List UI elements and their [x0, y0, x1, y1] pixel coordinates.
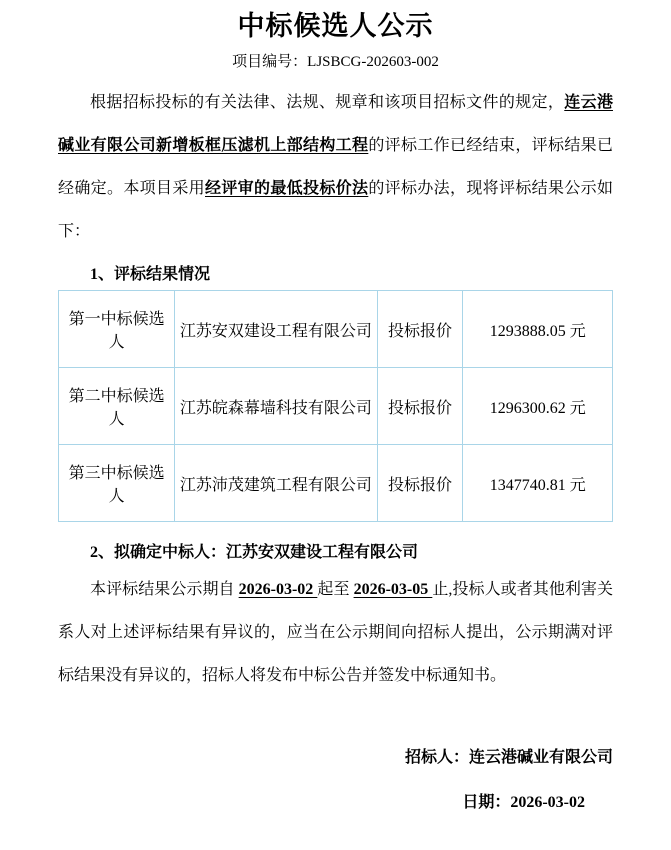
- rank-label-cell: 第三中标候选人: [59, 445, 175, 522]
- intro-text-1: 根据招标投标的有关法律、法规、规章和该项目招标文件的规定，: [90, 94, 565, 111]
- company-cell: 江苏沛茂建筑工程有限公司: [175, 445, 377, 522]
- publicity-start-date: 2026-03-02: [238, 581, 318, 598]
- rank-label-cell: 第一中标候选人: [59, 291, 175, 368]
- company-cell: 江苏安双建设工程有限公司: [175, 291, 377, 368]
- section-heading-results: 1、评标结果情况: [90, 266, 211, 283]
- evaluation-method-emphasis: 经评审的最低投标价法: [205, 180, 369, 197]
- price-label-cell: 投标报价: [377, 368, 463, 445]
- date-line: 日期：2026-03-02: [462, 794, 585, 811]
- intro-paragraph: [58, 81, 613, 253]
- notice-text-2: 起至: [317, 581, 354, 598]
- project-name-emphasis: 连云港碱业有限公司新增板框压滤机上部结构工程: [58, 94, 613, 154]
- rank-label-cell: 第二中标候选人: [59, 368, 175, 445]
- tenderer-signature-line: 招标人：连云港碱业有限公司: [404, 749, 613, 766]
- notice-text-3: 止,投标人或者其他利害关系人对上述评标结果有异议的，应当在公示期间向招标人提出，公示期满对评标结果没有异议的，招标人将发布中标公告并签发中标通知书。: [58, 581, 614, 684]
- table-row-candidate-2: [59, 368, 613, 445]
- signature-block: [58, 743, 613, 818]
- price-label-cell: 投标报价: [377, 291, 463, 368]
- evaluation-results-table: [58, 290, 613, 522]
- table-row-candidate-3: [59, 445, 613, 522]
- price-value-cell: 1293888.05 元: [463, 291, 613, 368]
- company-cell: 江苏皖森幕墙科技有限公司: [175, 368, 377, 445]
- publicity-end-date: 2026-03-05: [353, 581, 433, 598]
- notice-paragraph: [58, 568, 613, 697]
- project-number: 项目编号：LJSBCG-202603-002: [232, 54, 439, 70]
- intro-text-3: 的评标办法，现将评标结果公示如下：: [58, 180, 613, 240]
- price-value-cell: 1347740.81 元: [463, 445, 613, 522]
- table-row-candidate-1: [59, 291, 613, 368]
- notice-text-1: 本评标结果公示期自: [90, 581, 239, 598]
- section-heading-winner: 2、拟确定中标人：江苏安双建设工程有限公司: [90, 544, 419, 561]
- page-title: 中标候选人公示: [237, 11, 434, 41]
- intro-text-2: 的评标工作已经结束，评标结果已经确定。本项目采用: [58, 137, 613, 197]
- price-value-cell: 1296300.62 元: [463, 368, 613, 445]
- price-label-cell: 投标报价: [377, 445, 463, 522]
